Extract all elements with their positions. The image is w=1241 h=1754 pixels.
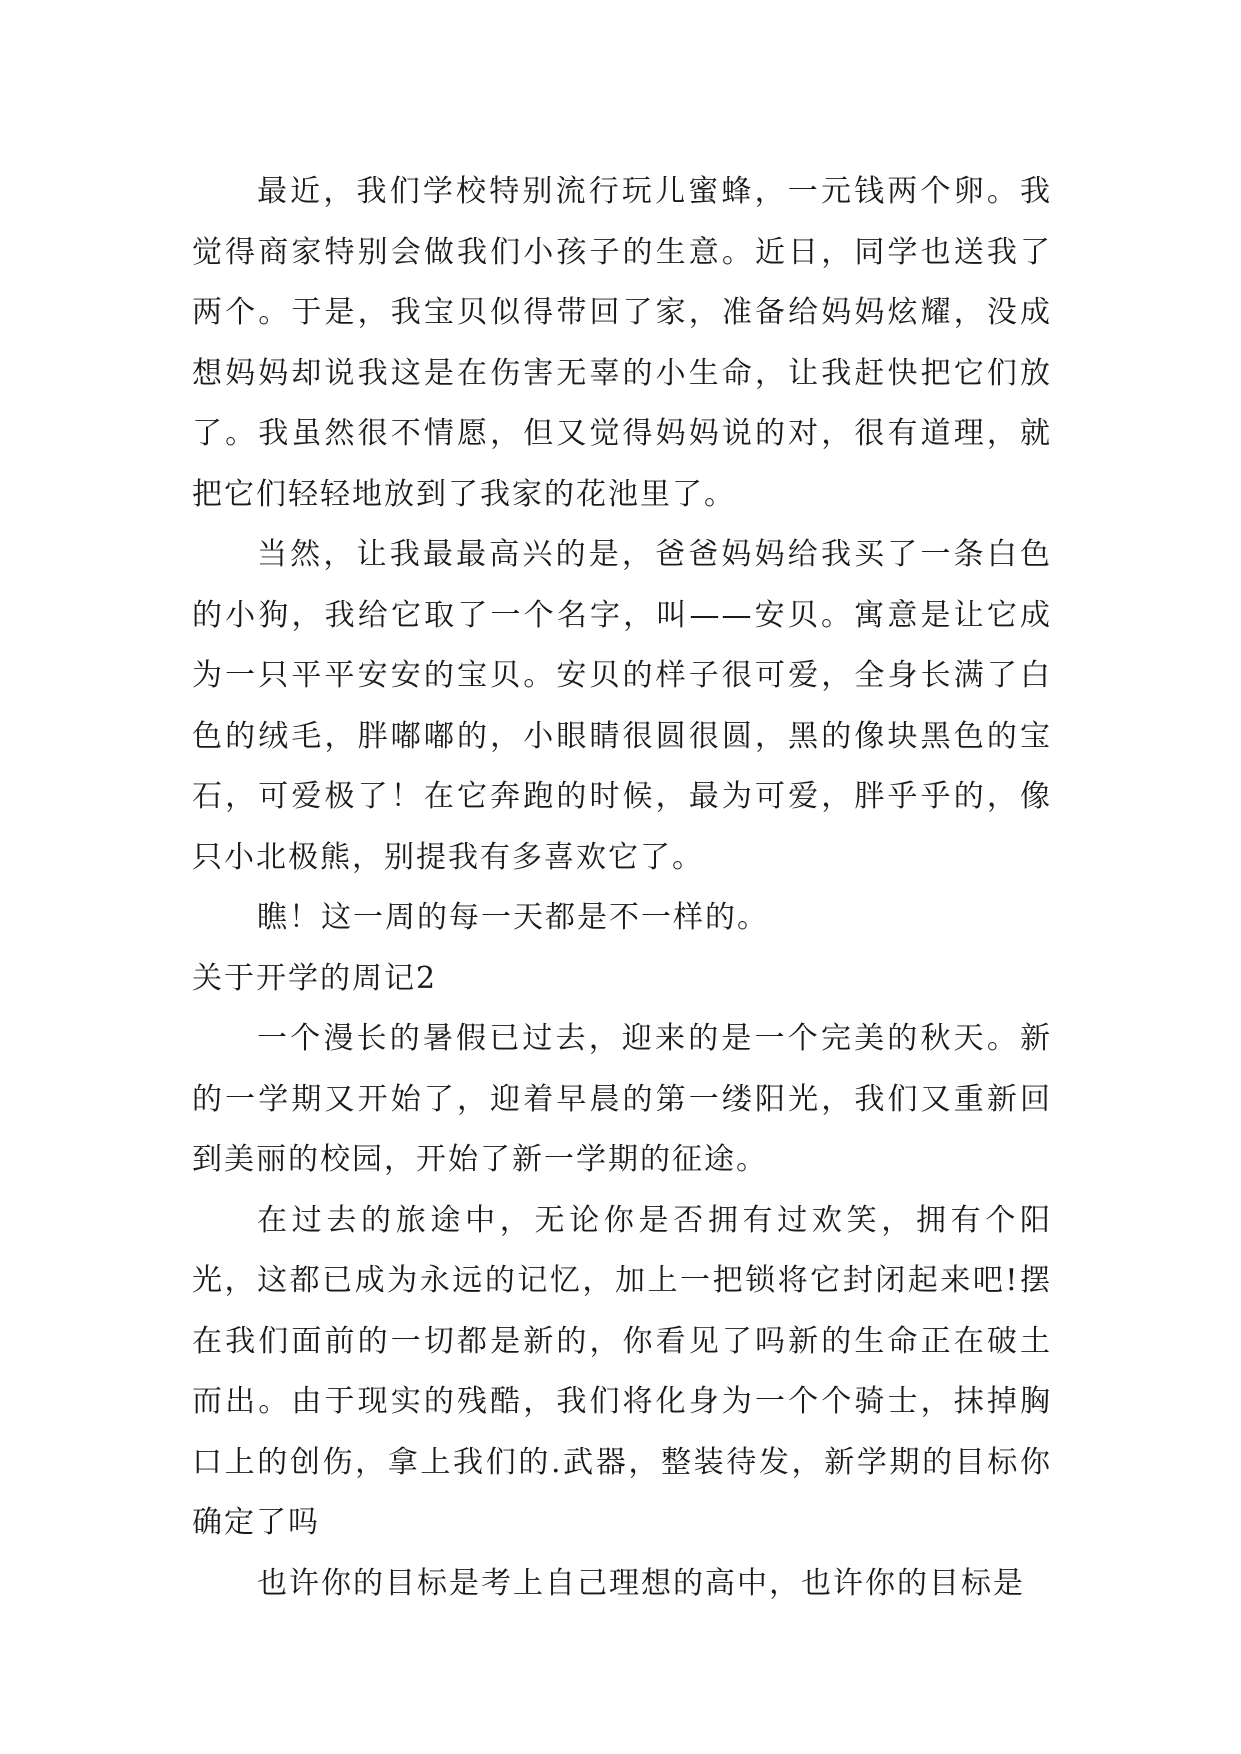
paragraph-week-summary: 瞧！这一周的每一天都是不一样的。 xyxy=(257,900,769,935)
paragraph-bees: 最近，我们学校特别流行玩儿蜜蜂，一元钱两个卵。我觉得商家特别会做我们小孩子的生意。近日，同学也送我了两个。于是，我宝贝似得带回了家，准备给妈妈炫耀，没成想妈妈却说我这是在伤害无辜的小生命，让我赶快把它们放了。我虽然很不情愿，但又觉得妈妈说的对，很有道理，就把它们轻轻地放到了我家的花池里了。 xyxy=(192,174,1052,512)
document-body xyxy=(192,162,1052,1614)
paragraph-new-semester: 一个漫长的暑假已过去，迎来的是一个完美的秋天。新的一学期又开始了，迎着早晨的第一缕阳光，我们又重新回到美丽的校园，开始了新一学期的征途。 xyxy=(192,1021,1052,1177)
paragraph-goals: 也许你的目标是考上自己理想的高中，也许你的目标是 xyxy=(257,1565,1025,1601)
paragraph-past-journey: 在过去的旅途中，无论你是否拥有过欢笑，拥有个阳光，这都已成为永远的记忆，加上一把锁将它封闭起来吧!摆在我们面前的一切都是新的，你看见了吗新的生命正在破土而出。由于现实的残酷，我们将化身为一个个骑士，抹掉胸口上的创伤，拿上我们的.武器，整装待发，新学期的目标你确定了吗 xyxy=(192,1202,1052,1540)
section-heading: 关于开学的周记2 xyxy=(192,960,438,996)
paragraph-puppy: 当然，让我最最高兴的是，爸爸妈妈给我买了一条白色的小狗，我给它取了一个名字，叫——安贝。寓意是让它成为一只平平安安的宝贝。安贝的样子很可爱，全身长满了白色的绒毛，胖嘟嘟的，小眼睛很圆很圆，黑的像块黑色的宝石，可爱极了！在它奔跑的时候，最为可爱，胖乎乎的，像只小北极熊，别提我有多喜欢它了。 xyxy=(192,537,1052,875)
